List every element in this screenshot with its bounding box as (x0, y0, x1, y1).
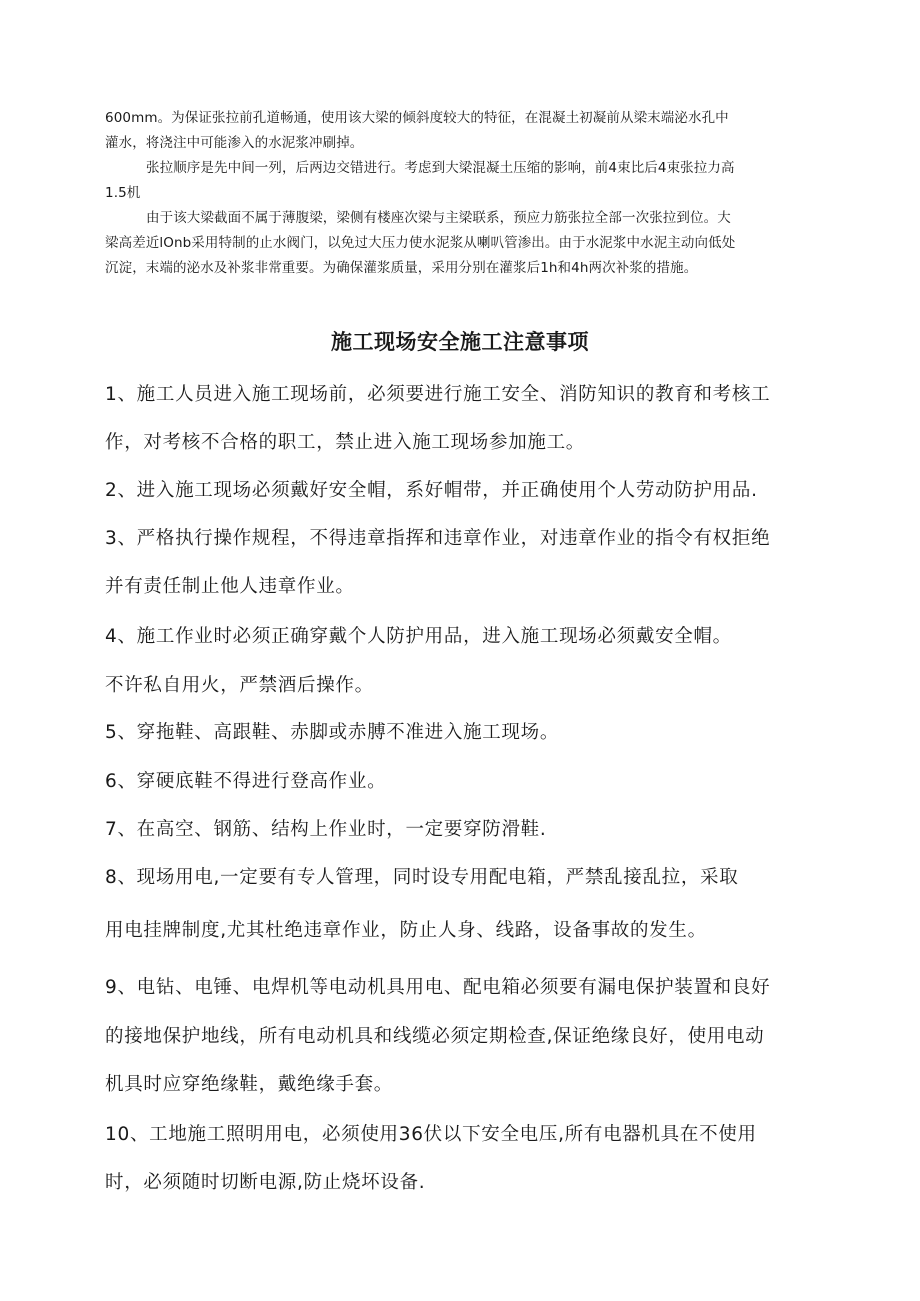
rule-line: 不许私自用火，严禁酒后操作。 (105, 675, 374, 696)
rule-line: 2、进入施工现场必须戴好安全帽，系好帽带，并正确使用个人劳动防护用品. (105, 480, 758, 501)
rule-line: 8、现场用电,一定要有专人管理，同时设专用配电箱，严禁乱接乱拉，采取 (105, 867, 739, 888)
rule-line: 的接地保护地线，所有电动机具和线缆必须定期检查,保证绝缘良好，使用电动 (105, 1026, 765, 1047)
rule-line: 5、穿拖鞋、高跟鞋、赤脚或赤膊不准进入施工现场。 (105, 722, 560, 743)
intro-line-6: 梁高差近lOnb采用特制的止水阀门，以免过大压力使水泥浆从喇叭管渗出。由于水泥浆中水泥主动向低处 (105, 235, 736, 251)
rule-line: 6、穿硬底鞋不得进行登高作业。 (105, 771, 387, 792)
rule-line: 7、在高空、钢筋、结构上作业时，一定要穿防滑鞋. (105, 819, 547, 840)
rule-line: 10、工地施工照明用电，必须使用36伏以下安全电压,所有电器机具在不使用 (105, 1124, 757, 1145)
rule-line: 时，必须随时切断电源,防止烧坏设备. (105, 1172, 426, 1193)
rule-line: 机具时应穿绝缘鞋，戴绝缘手套。 (105, 1074, 394, 1095)
rule-line: 并有责任制止他人违章作业。 (105, 576, 355, 597)
intro-line-4: 1.5机 (105, 185, 141, 201)
rule-line: 9、电钻、电锤、电焊机等电动机具用电、配电箱必须要有漏电保护装置和良好 (105, 977, 771, 998)
page-title: 施工现场安全施工注意事项 (331, 330, 589, 354)
intro-line-3: 张拉顺序是先中间一列，后两边交错进行。考虑到大梁混凝土压缩的影响，前4束比后4束张拉力高 (146, 160, 735, 176)
intro-line-7: 沉淀，末端的泌水及补浆非常重要。为确保灌浆质量，采用分别在灌浆后1h和4h两次补浆的措施。 (105, 260, 698, 276)
intro-line-1: 600mm。为保证张拉前孔道畅通，使用该大梁的倾斜度较大的特征，在混凝土初凝前从梁末端泌水孔中 (105, 110, 729, 126)
intro-line-5: 由于该大梁截面不属于薄腹梁，梁侧有楼座次梁与主梁联系，预应力筋张拉全部一次张拉到位。大 (146, 210, 731, 226)
rule-line: 用电挂牌制度,尤其杜绝违章作业，防止人身、线路，设备事故的发生。 (105, 920, 707, 941)
rule-line: 作，对考核不合格的职工，禁止进入施工现场参加施工。 (105, 432, 586, 453)
rule-line: 1、施工人员进入施工现场前，必须要进行施工安全、消防知识的教育和考核工 (105, 384, 771, 405)
intro-line-2: 灌水，将浇注中可能渗入的水泥浆冲刷掉。 (105, 135, 364, 151)
rule-line: 3、严格执行操作规程，不得违章指挥和违章作业，对违章作业的指令有权拒绝 (105, 528, 771, 549)
rule-line: 4、施工作业时必须正确穿戴个人防护用品，进入施工现场必须戴安全帽。 (105, 626, 732, 647)
